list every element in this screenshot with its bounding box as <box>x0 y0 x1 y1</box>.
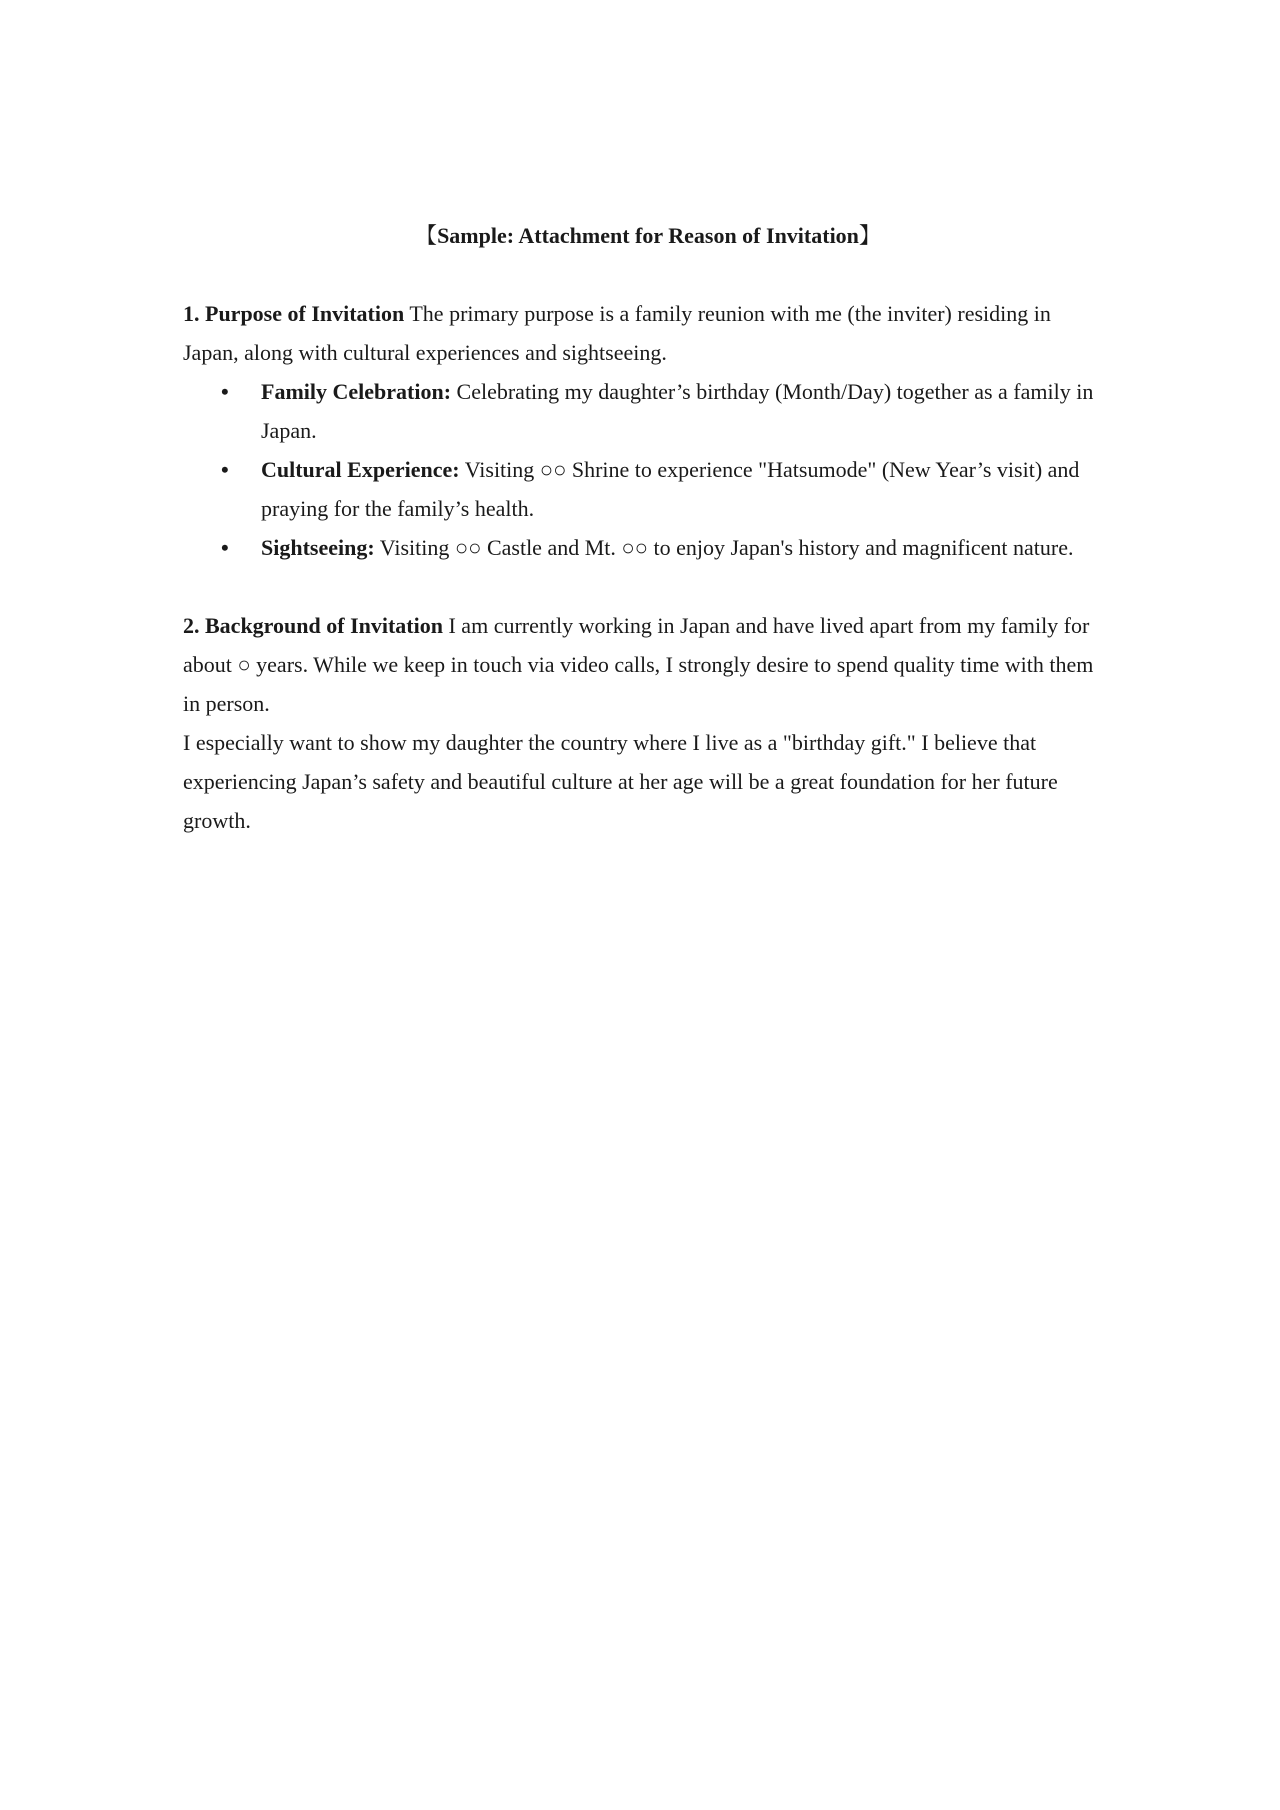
list-item <box>183 450 1103 528</box>
item-text: Visiting ○○ Castle and Mt. ○○ to enjoy Japan's history and magnificent nature. <box>379 535 1074 560</box>
title-text: Sample: Attachment for Reason of Invitation <box>437 223 859 248</box>
list-item <box>183 528 1103 567</box>
item-label: Family Celebration: <box>261 379 452 404</box>
list-item <box>183 372 1103 450</box>
background-paragraph-2: I especially want to show my daughter the country where I live as a "birthday gift." I believe that experiencing Japan’s safety and beautiful culture at her age will be a great foundation for her future growth. <box>183 730 1058 833</box>
document-body <box>183 216 1103 840</box>
bullet-icon: • <box>221 379 229 404</box>
document-title <box>183 216 1103 255</box>
item-label: Sightseeing: <box>261 535 375 560</box>
background-text: I am currently working in Japan and have lived apart from my family for about ○ years. While we keep in touch via video calls, I strongly desire to spend quality time with them in person. <box>183 613 1094 716</box>
purpose-paragraph <box>183 294 1103 372</box>
item-label: Cultural Experience: <box>261 457 460 482</box>
purpose-text: The primary purpose is a family reunion with me (the inviter) residing in Japan, along with cultural experiences and sightseeing. <box>183 301 1051 365</box>
section-background <box>183 606 1103 840</box>
bullet-icon: • <box>221 535 229 560</box>
background-heading: 2. Background of Invitation <box>183 613 443 638</box>
item-text: Celebrating my daughter’s birthday (Month/Day) together as a family in Japan. <box>261 379 1094 443</box>
bullet-icon: • <box>221 457 229 482</box>
title-bracket-close: 】 <box>858 223 881 248</box>
purpose-list <box>183 372 1103 567</box>
item-text: Visiting ○○ Shrine to experience "Hatsumode" (New Year’s visit) and praying for the family’s health. <box>261 457 1080 521</box>
background-paragraph <box>183 606 1103 723</box>
purpose-heading: 1. Purpose of Invitation <box>183 301 405 326</box>
section-purpose <box>183 294 1103 567</box>
title-bracket-open: 【 <box>415 223 438 248</box>
